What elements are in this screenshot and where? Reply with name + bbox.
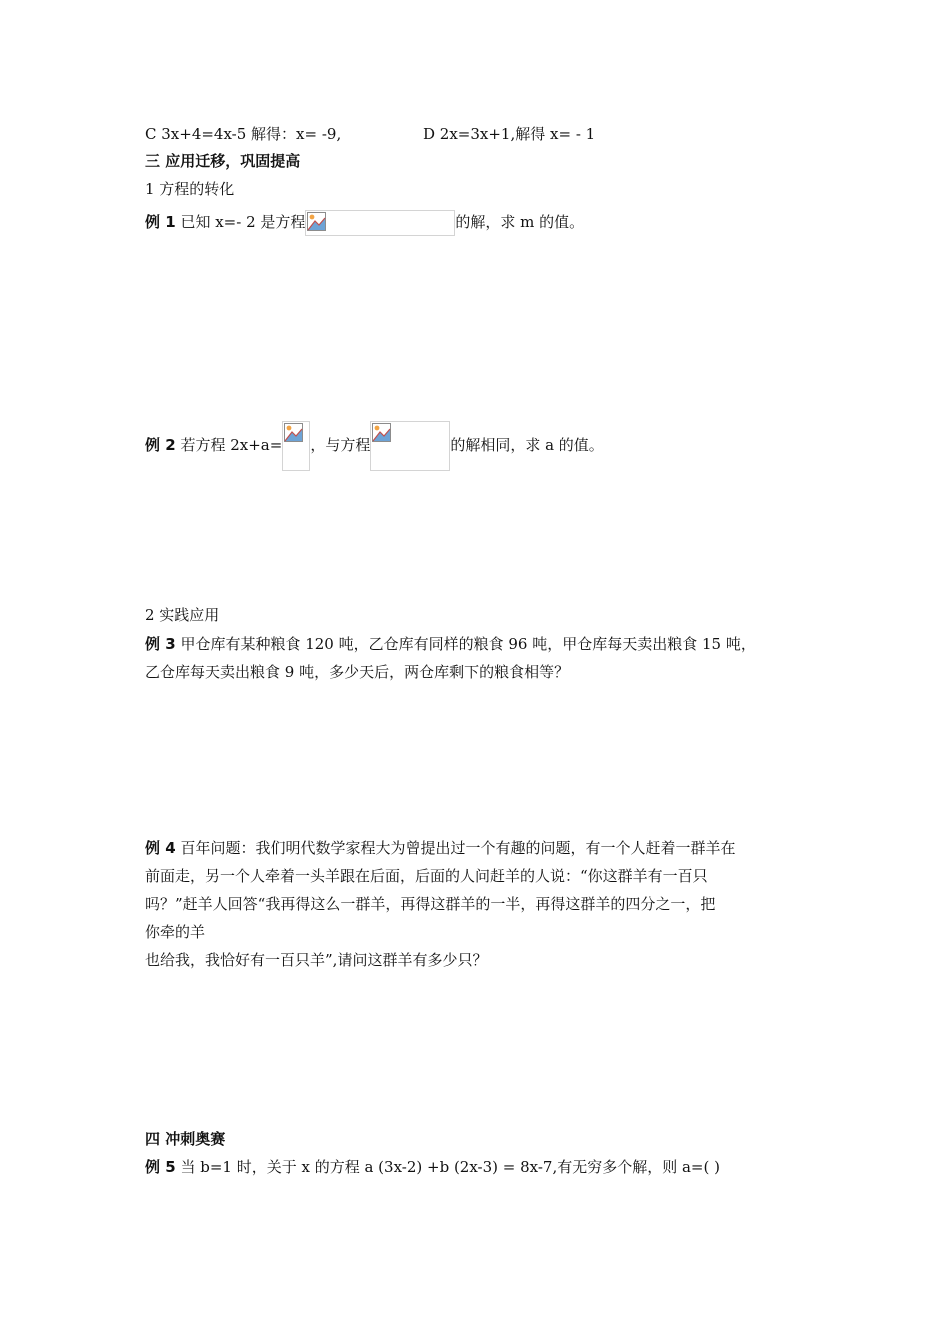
example-1-text-after: 的解，求 m 的值。 <box>455 213 585 231</box>
broken-image-icon <box>372 423 391 442</box>
example-4 <box>145 834 810 974</box>
option-c: C 3x+4=4x-5 解得：x= -9, <box>145 125 342 143</box>
example-1 <box>145 210 584 236</box>
example-3-label: 例 3 <box>145 635 176 653</box>
example-5-label: 例 5 <box>145 1158 176 1176</box>
example-4-line-5: 也给我，我恰好有一百只羊”,请问这群羊有多少只？ <box>145 951 488 969</box>
subsection-2-title: 2 实践应用 <box>145 606 220 624</box>
example-1-label: 例 1 <box>145 213 176 231</box>
example-1-text-before: 已知 x=- 2 是方程 <box>180 213 306 231</box>
equation-image-2 <box>282 421 310 471</box>
example-2 <box>145 420 604 471</box>
example-5-text: 当 b=1 时，关于 x 的方程 a (3x-2) +b (2x-3) = 8x-7,有无穷多个解，则 a=( ) <box>180 1158 720 1176</box>
example-2-text-before: 若方程 2x+a= <box>180 436 283 454</box>
example-4-line-3: 吗？”赶羊人回答“我再得这么一群羊，再得这群羊的一半，再得这群羊的四分之一，把 <box>145 895 716 913</box>
example-2-label: 例 2 <box>145 436 176 454</box>
example-3 <box>145 630 810 686</box>
example-4-line-2: 前面走，另一个人牵着一头羊跟在后面，后面的人问赶羊的人说：“你这群羊有一百只 <box>145 867 708 885</box>
example-2-text-after: 的解相同，求 a 的值。 <box>450 436 604 454</box>
example-3-line-2: 乙仓库每天卖出粮食 9 吨，多少天后，两仓库剩下的粮食相等？ <box>145 663 570 681</box>
option-d: D 2x=3x+1,解得 x= - 1 <box>423 125 596 143</box>
example-2-text-middle: ，与方程 <box>310 436 371 454</box>
example-4-label: 例 4 <box>145 839 176 857</box>
equation-image-3 <box>370 421 450 471</box>
example-4-line-1: 百年问题：我们明代数学家程大为曾提出过一个有趣的问题，有一个人赶着一群羊在 <box>180 839 736 857</box>
subsection-1-title: 1 方程的转化 <box>145 180 235 198</box>
example-5 <box>145 1156 720 1178</box>
example-3-line-1: 甲仓库有某种粮食 120 吨，乙仓库有同样的粮食 96 吨，甲仓库每天卖出粮食 15 吨， <box>180 635 756 653</box>
broken-image-icon <box>284 423 303 442</box>
broken-image-icon <box>307 212 326 231</box>
section-4-title: 四 冲刺奥赛 <box>145 1130 226 1148</box>
section-3-title: 三 应用迁移，巩固提高 <box>145 152 301 170</box>
example-4-line-4: 你牵的羊 <box>145 923 206 941</box>
equation-image-1 <box>305 210 455 236</box>
